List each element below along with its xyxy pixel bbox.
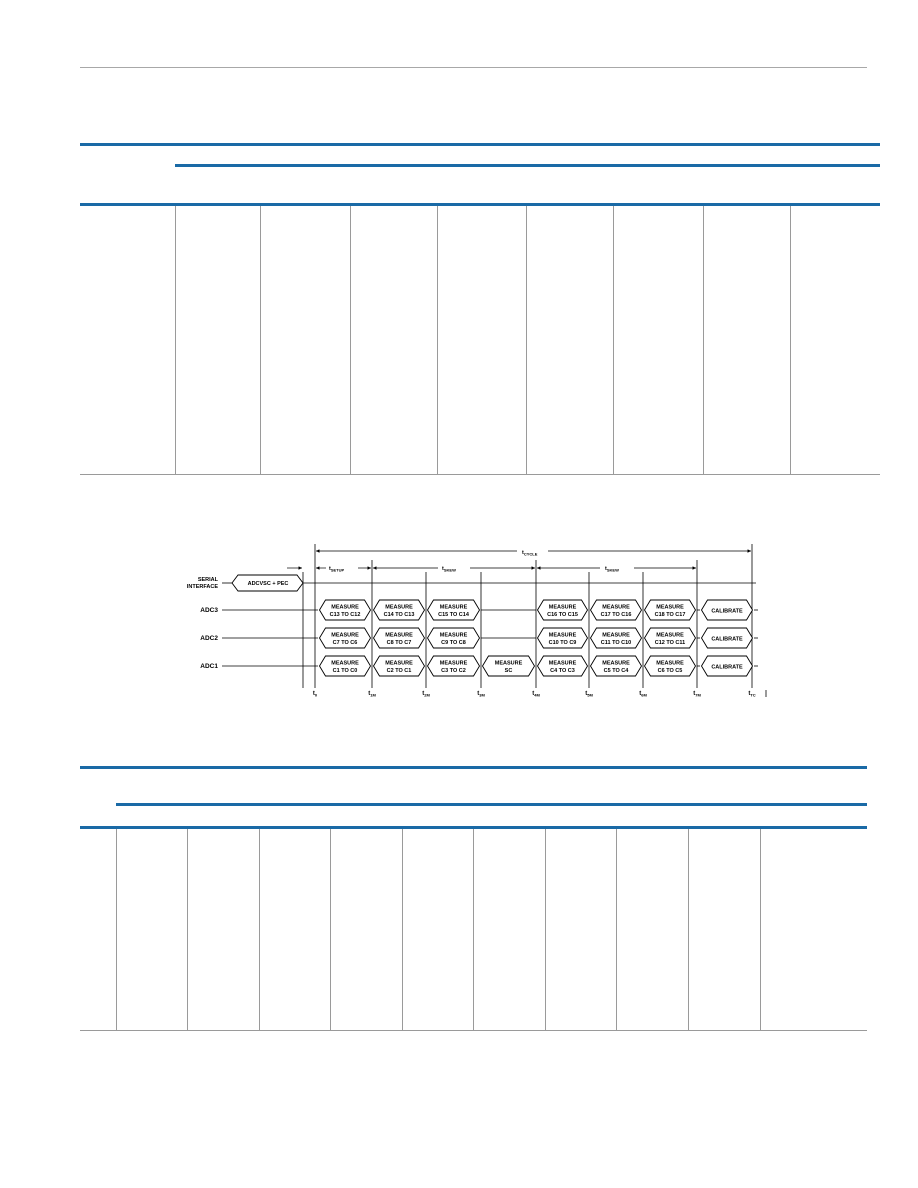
skew2-label: $t_{SKEW}$ [605,566,619,573]
skew1-label: $t_{SKEW}$ [442,566,456,573]
channel-label-adc3: ADC3 [200,607,218,614]
tick-label: $t_0$ [312,691,318,698]
adc1-box-label: MEASURE [656,660,684,667]
tick-label: $t_{7M}$ [693,691,701,698]
adc2-box-sublabel: C11 TO C10 [600,640,632,646]
adc1-box-sublabel: SC [504,668,513,674]
setup-label: $t_{SETUP}$ [329,566,345,573]
adc3-box-sublabel: C13 TO C12 [329,612,361,618]
adc1-box-label: MEASURE [494,660,523,667]
command-text: ADCVSC + PEC [247,581,289,587]
adc2-box-sublabel: C8 TO C7 [386,640,412,646]
adc2-box-label: MEASURE [602,632,630,639]
adc3-box-sublabel: C15 TO C14 [438,612,469,618]
cycle-label: $t_{CYCLE}$ [522,550,538,557]
tick-label: $t_{1M}$ [368,691,376,698]
adc2-box-sublabel: C12 TO C11 [654,640,686,646]
adc2-box-label: CALIBRATE [711,636,743,643]
adc3-box-label: MEASURE [548,604,577,611]
adc2-box-label: MEASURE [331,632,359,639]
adc3-box-label: CALIBRATE [711,608,743,615]
tick-label: $t_{3M}$ [477,691,485,698]
adc1-box-label: MEASURE [385,660,413,667]
adc1-box-label: MEASURE [331,660,359,667]
adc3-box-sublabel: C16 TO C15 [547,612,578,618]
adc1-box-sublabel: C1 TO C0 [332,668,358,674]
adc3-box-sublabel: C18 TO C17 [654,612,686,618]
adc2-box-label: MEASURE [439,632,468,639]
adc1-box-sublabel: C3 TO C2 [441,668,466,674]
adc1-box-sublabel: C5 TO C4 [603,668,629,674]
adc3-box-sublabel: C17 TO C16 [600,612,632,618]
tick-labels [313,691,756,698]
adc3-box-label: MEASURE [385,604,413,611]
adc2-box-label: MEASURE [656,632,684,639]
dimension-arrows [287,551,751,568]
adc2-box-sublabel: C7 TO C6 [332,640,358,646]
channel-lanes [222,600,758,676]
serial-label-line1: SERIAL [197,577,218,583]
tick-label: $t_{2M}$ [422,691,430,698]
tick-label: $t_{5M}$ [585,691,593,698]
serial-label-line2: INTERFACE [186,584,218,590]
channel-label-adc2: ADC2 [200,635,218,642]
adc3-box-label: MEASURE [331,604,359,611]
tick-label: $t_{TC}$ [748,691,756,698]
adc2-box-label: MEASURE [385,632,413,639]
adc1-box-sublabel: C6 TO C5 [657,668,683,674]
adc1-box-label: MEASURE [602,660,630,667]
adc3-box-label: MEASURE [656,604,684,611]
adc1-box-sublabel: C4 TO C3 [550,668,575,674]
adc1-box-sublabel: C2 TO C1 [386,668,412,674]
tick-label: $t_{6M}$ [639,691,647,698]
channel-label-adc1: ADC1 [200,663,218,670]
adc3-box-label: MEASURE [602,604,630,611]
adc1-box-label: CALIBRATE [711,664,743,671]
adc2-box-sublabel: C9 TO C8 [441,640,466,646]
serial-interface-row [187,575,756,591]
adc2-box-sublabel: C10 TO C9 [548,640,577,646]
tick-label: $t_{4M}$ [532,691,540,698]
adc1-box-label: MEASURE [439,660,468,667]
adc1-box-label: MEASURE [548,660,577,667]
adc3-box-label: MEASURE [439,604,468,611]
adc3-box-sublabel: C14 TO C13 [383,612,415,618]
adc2-box-label: MEASURE [548,632,577,639]
